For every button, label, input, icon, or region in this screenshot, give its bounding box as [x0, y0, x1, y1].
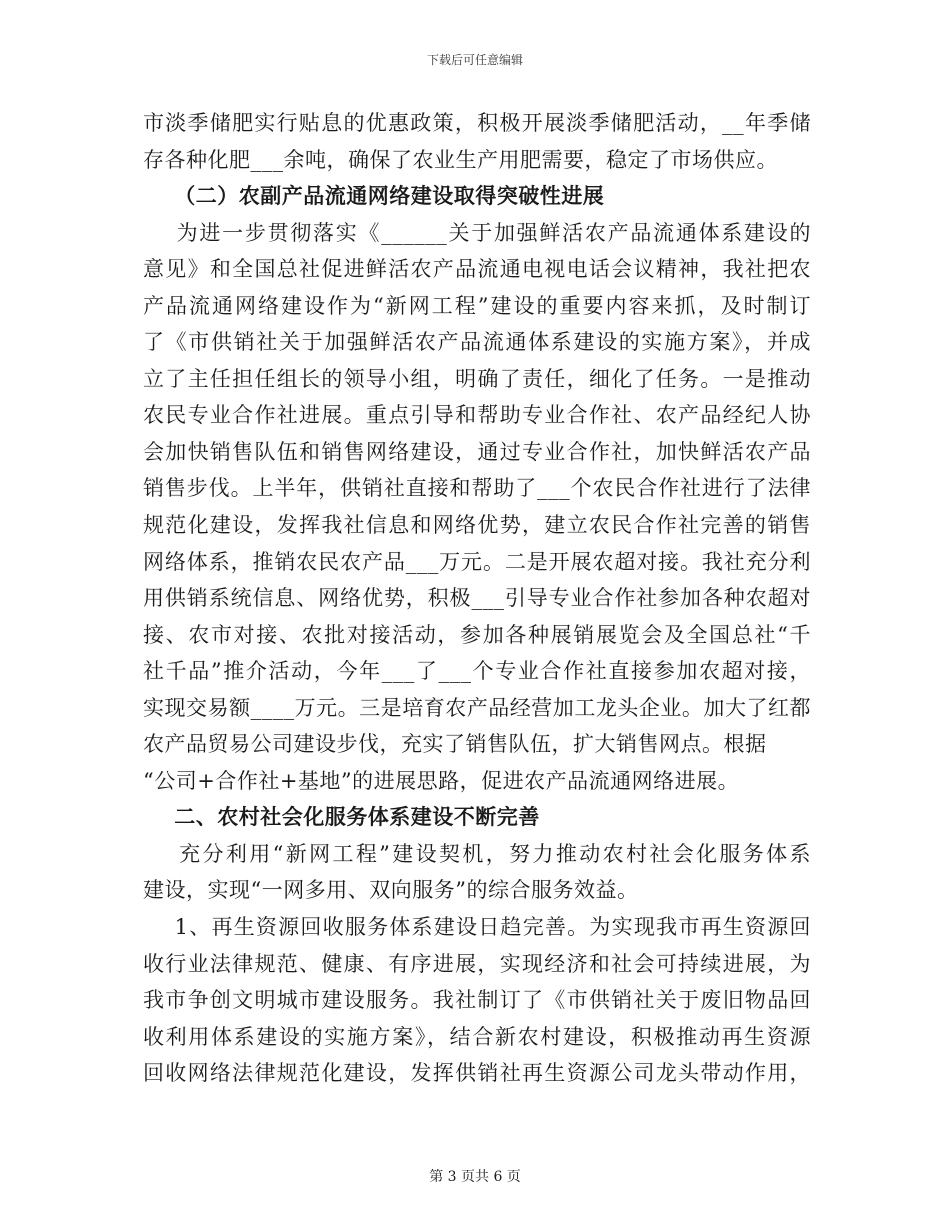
paragraph-line: 市淡季储肥实行贴息的优惠政策，积极开展淡季储肥活动，__年季储	[143, 111, 811, 135]
page-header: 下载后可任意编辑	[426, 53, 523, 67]
paragraph-line: 销售步伐。上半年，供销社直接和帮助了___个农民合作社进行了法律	[143, 476, 811, 501]
document-body	[143, 105, 811, 1092]
paragraph-line: 农民专业合作社进展。重点引导和帮助专业合作社、农产品经纪人协	[143, 403, 811, 428]
paragraph-line: 立了主任担任组长的领导小组，明确了责任，细化了任务。一是推动	[143, 366, 811, 391]
paragraph-line: 实现交易额____万元。三是培育农产品经营加工龙头企业。加大了红都	[143, 695, 811, 720]
page-number: 第 3 页共 6 页	[429, 1169, 521, 1185]
paragraph-line: 了《市供销社关于加强鲜活农产品流通体系建设的实施方案》，并成	[143, 330, 811, 355]
section-heading: 二、农村社会化服务体系建设不断完善	[143, 804, 540, 830]
paragraph-line: 回收网络法律规范化建设，发挥供销社再生资源公司龙头带动作用，	[143, 1061, 811, 1086]
paragraph-line: 规范化建设，发挥我社信息和网络优势，建立农民合作社完善的销售	[143, 513, 811, 538]
paragraph-line: 存各种化肥___余吨，确保了农业生产用肥需要，稳定了市场供应。	[143, 147, 778, 172]
paragraph-line: 充分利用“新网工程”建设契机，努力推动农村社会化服务体系	[143, 841, 811, 866]
paragraph-line: 1、再生资源回收服务体系建设日趋完善。为实现我市再生资源回	[143, 915, 811, 940]
paragraph-line: 收行业法律规范、健康、有序进展，实现经济和社会可持续进展，为	[143, 951, 811, 976]
paragraph-line: 会加快销售队伍和销售网络建设，通过专业合作社，加快鲜活农产品	[143, 439, 811, 464]
paragraph-line: 为进一步贯彻落实《______关于加强鲜活农产品流通体系建设的	[143, 220, 811, 245]
section-heading: （二）农副产品流通网络建设取得突破性进展	[143, 183, 605, 209]
paragraph-line: 社千品”推介活动，今年___了___个专业合作社直接参加农超对接，	[143, 659, 811, 684]
paragraph-line: 我市争创文明城市建设服务。我社制订了《市供销社关于废旧物品回	[143, 988, 811, 1013]
paragraph-line: 用供销系统信息、网络优势，积极___引导专业合作社参加各种农超对	[143, 586, 811, 611]
paragraph-line: 收利用体系建设的实施方案》，结合新农村建设，积极推动再生资源	[143, 1024, 811, 1049]
paragraph-line: “公司+合作社+基地”的进展思路，促进农产品流通网络进展。	[143, 768, 740, 793]
paragraph-line: 建设，实现“一网多用、双向服务”的综合服务效益。	[143, 878, 639, 903]
paragraph-line: 意见》和全国总社促进鲜活农产品流通电视电话会议精神，我社把农	[143, 257, 811, 282]
paragraph-line: 接、农市对接、农批对接活动，参加各种展销展览会及全国总社“千	[143, 622, 811, 647]
paragraph-line: 网络体系，推销农民农产品___万元。二是开展农超对接。我社充分利	[143, 549, 811, 574]
paragraph-line: 产品流通网络建设作为“新网工程”建设的重要内容来抓，及时制订	[143, 293, 811, 318]
paragraph-line: 农产品贸易公司建设步伐，充实了销售队伍，扩大销售网点。根据	[143, 732, 767, 757]
